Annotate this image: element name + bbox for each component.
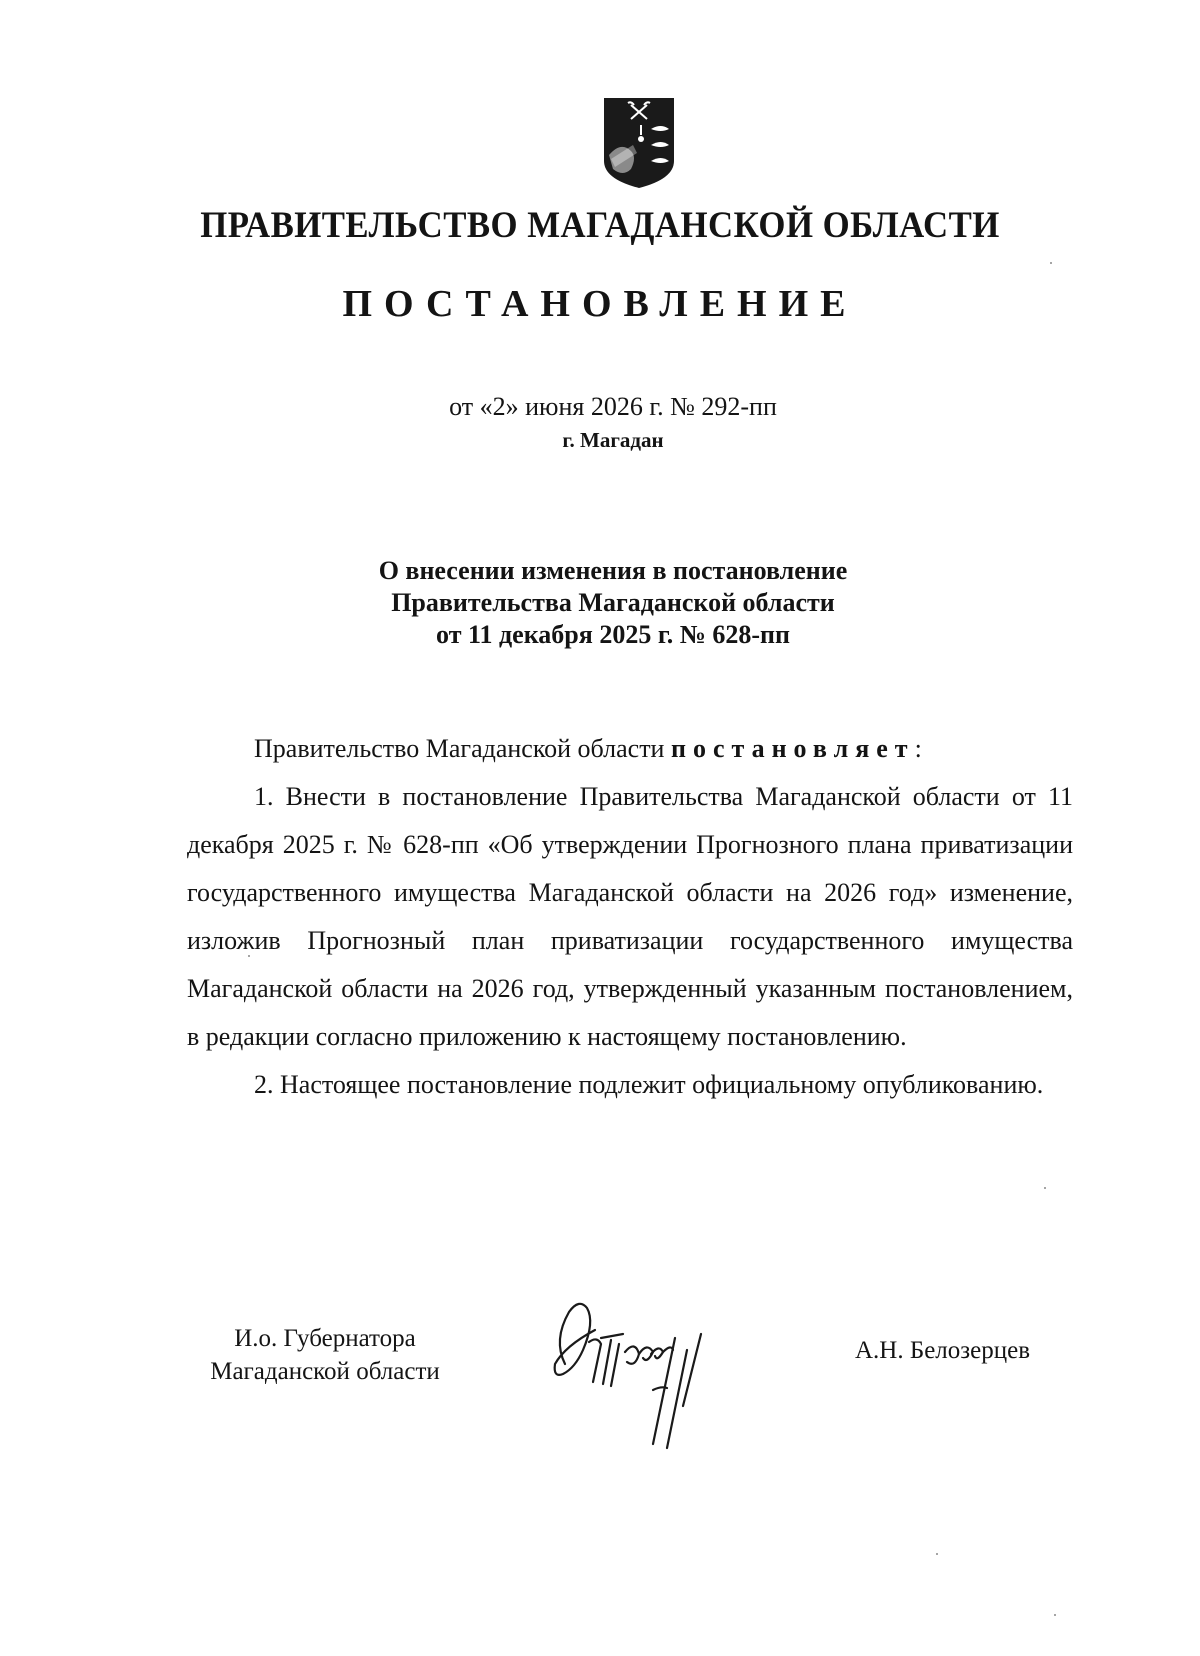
preamble-verb: постановляет [670,734,915,763]
preamble [187,725,1073,773]
document-city: г. Магадан [562,428,664,452]
handwritten-signature-icon [535,1282,775,1452]
scan-speck [1044,1187,1046,1189]
signer-position-line: Магаданской области [210,1358,440,1385]
document-body [187,725,1073,1109]
resolution-item-1: 1. Внести в постановление Правительства Магаданской области от 11 декабря 2025 г. № 628-пп «Об утверждении Прогнозного плана приватизации государственного имущества Магаданской области на 2026 год» изменение, изложив Прогнозный план приватизации государственного имущества Магаданской области на 2026 год, утвержденный указанным постановлением, в редакции согласно приложению к настоящему постановлению. [187,782,1073,1051]
scan-speck [1054,1614,1056,1616]
resolution-item-2: 2. Настоящее постановление подлежит официальному опубликованию. [254,1070,1044,1099]
preamble-text: Правительство Магаданской области [254,734,665,763]
document-type: ПОСТАНОВЛЕНИЕ [342,283,858,325]
signer-name: А.Н. Белозерцев [855,1337,1031,1364]
issuing-authority: ПРАВИТЕЛЬСТВО МАГАДАНСКОЙ ОБЛАСТИ [200,205,1000,246]
signer-position-line: И.о. Губернатора [234,1325,416,1352]
document-date-number: от «2» июня 2026 г. № 292-пп [449,392,777,421]
signer-position [190,1322,460,1388]
preamble-colon: : [914,734,922,763]
scan-speck [248,955,250,957]
title-line: Правительства Магаданской области [391,588,835,617]
coat-of-arms-icon [601,95,677,191]
document-title [0,555,1200,651]
scan-speck [1050,262,1052,264]
title-line: О внесении изменения в постановление [378,556,848,585]
title-line: от 11 декабря 2025 г. № 628-пп [436,620,790,649]
scan-speck [936,1553,938,1555]
